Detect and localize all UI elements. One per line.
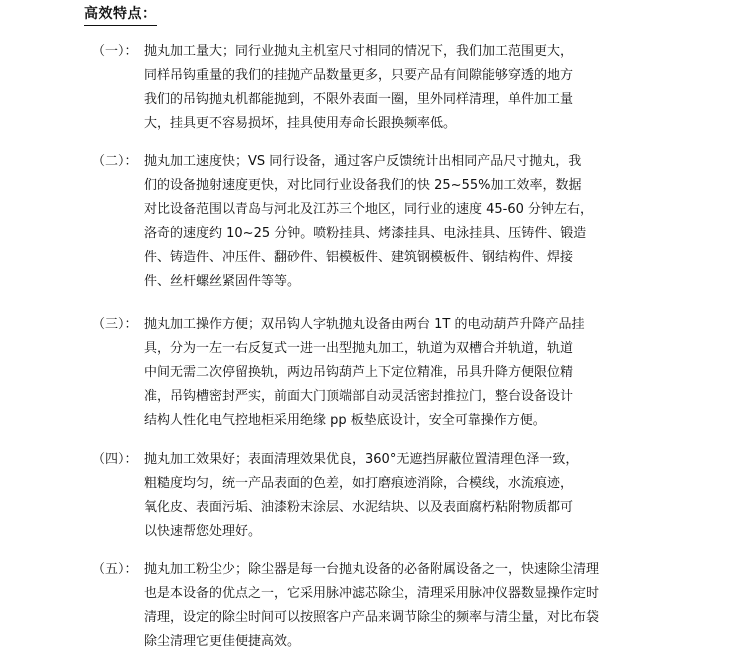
feature-text-line: 洛奇的速度约 10~25 分钟。喷粉挂具、烤漆挂具、电泳挂具、压铸件、锻造 <box>144 226 587 241</box>
feature-number: （五）： <box>92 562 138 577</box>
feature-text-line: 们的设备抛射速度更快，对比同行业设备我们的快 25~55%加工效率，数据 <box>144 178 582 193</box>
feature-text-line: 以快速帮您处理好。 <box>144 524 262 539</box>
feature-text-line: 氧化皮、表面污垢、油漆粉末涂层、水泥结块、以及表面腐朽粘附物质都可 <box>144 500 574 515</box>
feature-text-line: 除尘清理它更佳便捷高效。 <box>144 634 301 649</box>
feature-number: （四）： <box>92 452 138 467</box>
feature-text-line: 抛丸加工操作方便；双吊钩人字轨抛丸设备由两台 1T 的电动葫芦升降产品挂 <box>144 317 585 332</box>
feature-number: （二）： <box>92 154 138 169</box>
feature-text-line: 具，分为一左一右反复式一进一出型抛丸加工，轨道为双槽合并轨道，轨道 <box>144 341 574 356</box>
feature-text-line: 件、丝杆螺丝紧固件等等。 <box>144 274 301 289</box>
feature-text-line: 对比设备范围以青岛与河北及江苏三个地区，同行业的速度 45-60 分钟左右， <box>144 202 594 217</box>
feature-text-line: 也是本设备的优点之一，它采用脉冲滤芯除尘，清理采用脉冲仪器数显操作定时 <box>144 586 600 601</box>
feature-number: （一）： <box>92 44 138 59</box>
feature-text-line: 抛丸加工速度快；VS 同行设备，通过客户反馈统计出相同产品尺寸抛丸，我 <box>144 154 582 169</box>
feature-text-line: 粗糙度均匀，统一产品表面的色差，如打磨痕迹消除，合模线，水流痕迹， <box>144 476 574 491</box>
feature-text-line: 清理，设定的除尘时间可以按照客户产品来调节除尘的频率与清尘量，对比布袋 <box>144 610 600 625</box>
section-heading: 高效特点： <box>84 4 157 26</box>
feature-text-line: 抛丸加工量大；同行业抛丸主机室尺寸相同的情况下，我们加工范围更大， <box>144 44 574 59</box>
feature-text-line: 结构人性化电气控地柜采用绝缘 pp 板垫底设计，安全可靠操作方便。 <box>144 413 546 428</box>
feature-text-line: 件、铸造件、冲压件、翻砂件、铝模板件、建筑钢模板件、钢结构件、焊接 <box>144 250 574 265</box>
feature-item-5 <box>92 558 692 654</box>
feature-number: （三）： <box>92 317 138 332</box>
feature-first-line <box>92 313 692 337</box>
feature-text-line: 抛丸加工效果好；表面清理效果优良，360°无遮挡屏蔽位置清理色泽一致， <box>144 452 579 467</box>
feature-text-line: 大，挂具更不容易损坏，挂具使用寿命长跟换频率低。 <box>144 116 457 131</box>
feature-item-3 <box>92 313 692 433</box>
feature-text-line: 准，吊钩槽密封严实，前面大门顶端部自动灵活密封推拉门，整台设备设计 <box>144 389 574 404</box>
feature-first-line <box>92 40 692 64</box>
feature-first-line <box>92 558 692 582</box>
feature-text-line: 我们的吊钩抛丸机都能抛到，不限外表面一圈，里外同样清理，单件加工量 <box>144 92 574 107</box>
feature-first-line <box>92 448 692 472</box>
feature-item-1 <box>92 40 692 136</box>
feature-item-2 <box>92 150 692 294</box>
feature-first-line <box>92 150 692 174</box>
feature-item-4 <box>92 448 692 544</box>
feature-text-line: 抛丸加工粉尘少；除尘器是每一台抛丸设备的必备附属设备之一，快速除尘清理 <box>144 562 600 577</box>
feature-text-line: 中间无需二次停留换轨，两边吊钩葫芦上下定位精准，吊具升降方便限位精 <box>144 365 574 380</box>
feature-text-line: 同样吊钩重量的我们的挂抛产品数量更多，只要产品有间隙能够穿透的地方 <box>144 68 574 83</box>
